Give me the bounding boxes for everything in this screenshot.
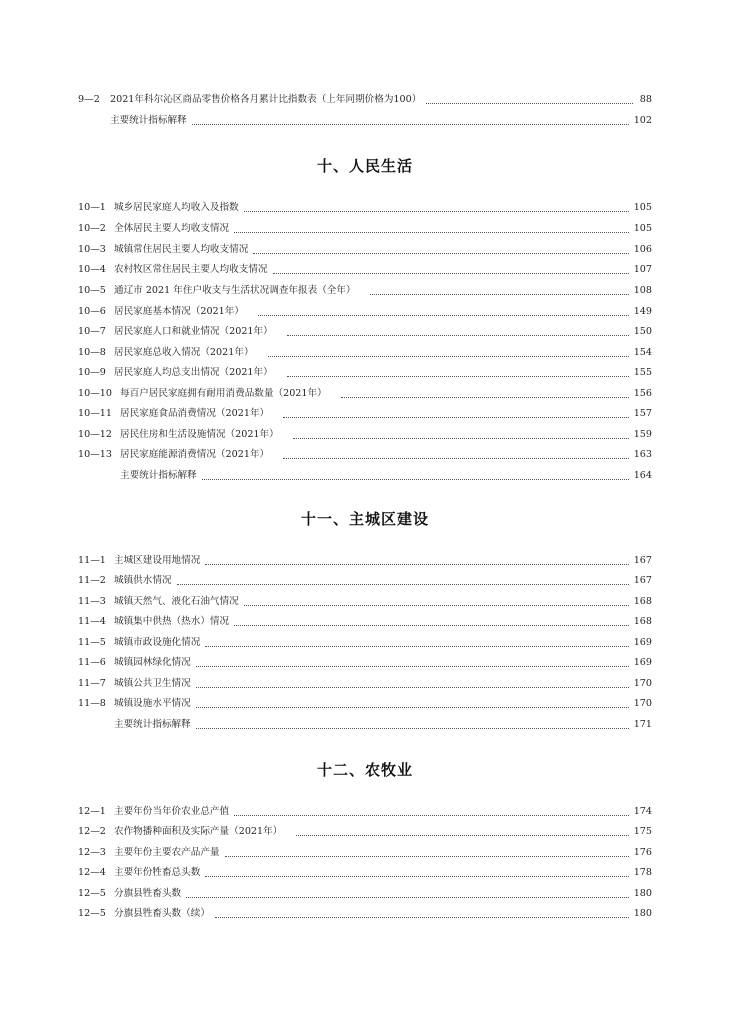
toc-entry-10-6[interactable] (78, 302, 652, 322)
entry-page: 167 (633, 575, 652, 586)
entry-page: 108 (633, 285, 652, 296)
entry-page: 155 (633, 367, 652, 378)
entry-number: 10—12 (78, 429, 113, 440)
entry-number: 12—1 (78, 806, 106, 817)
entry-title: 2021年科尔沁区商品零售价格各月累计比指数表（上年同期价格为100） (110, 94, 422, 105)
entry-number: 10—5 (78, 285, 106, 296)
entry-number: 11—5 (78, 637, 106, 648)
dot-leader (196, 665, 629, 667)
entry-title: 主要统计指标解释 (120, 470, 197, 481)
entry-number: 11—6 (78, 657, 106, 668)
toc-entry-10-8[interactable] (78, 343, 652, 363)
entry-page: 169 (633, 637, 652, 648)
entry-title: 主要统计指标解释 (110, 115, 187, 126)
toc-entry-10-1[interactable] (78, 198, 652, 218)
dot-leader (244, 210, 629, 212)
entry-number: 10—8 (78, 347, 106, 358)
entry-page: 105 (633, 202, 652, 213)
entry-number: 12—5 (78, 888, 106, 899)
toc-entry-11-5[interactable] (78, 633, 652, 653)
toc-entry-10-notes[interactable] (78, 466, 652, 486)
entry-number: 12—5 (78, 908, 106, 919)
toc-entry-12-4[interactable] (78, 863, 652, 883)
toc-entry-12-3[interactable] (78, 843, 652, 863)
dot-leader (205, 875, 628, 877)
dot-leader (287, 334, 629, 336)
entry-number: 10—1 (78, 202, 106, 213)
entry-page: 167 (633, 555, 652, 566)
toc-entry-9-2[interactable] (78, 90, 652, 110)
toc-entry-10-10[interactable] (78, 384, 652, 404)
entry-number: 10—13 (78, 449, 113, 460)
dot-leader (177, 583, 629, 585)
dot-leader (205, 645, 628, 647)
entry-title: 主要统计指标解释 (114, 719, 191, 730)
dot-leader (196, 706, 629, 708)
entry-title: 分旗县牲畜头数（续） (114, 908, 210, 919)
entry-title: 主要年份牲畜总头数 (114, 867, 201, 878)
entry-number: 10—4 (78, 264, 106, 275)
entry-title: 主要年份当年价农业总产值 (114, 806, 230, 817)
dot-leader (258, 314, 629, 316)
dot-leader (225, 855, 629, 857)
toc-entry-12-2[interactable] (78, 822, 652, 842)
entry-title: 分旗县牲畜头数 (114, 888, 182, 899)
dot-leader (234, 624, 629, 626)
entry-number: 12—2 (78, 826, 106, 837)
entry-page: 169 (633, 657, 652, 668)
entry-title: 居民住房和生活设施情况（2021年） (120, 429, 279, 440)
entry-title: 居民家庭人均总支出情况（2021年） (114, 367, 273, 378)
entry-number: 10—11 (78, 408, 113, 419)
entry-page: 102 (633, 115, 652, 126)
entry-title: 居民家庭总收入情况（2021年） (114, 347, 254, 358)
entry-title: 城镇市政设施化情况 (114, 637, 201, 648)
entry-number: 9—2 (78, 94, 100, 105)
entry-page: 107 (633, 264, 652, 275)
toc-entry-9-notes[interactable] (78, 111, 652, 131)
entry-number: 11—4 (78, 616, 106, 627)
entry-title: 主城区建设用地情况 (114, 555, 201, 566)
dot-leader (370, 293, 629, 295)
dot-leader (196, 686, 629, 688)
entry-page: 178 (633, 867, 652, 878)
toc-entry-11-4[interactable] (78, 612, 652, 632)
entry-title: 城镇供水情况 (114, 575, 172, 586)
entry-number: 10—6 (78, 306, 106, 317)
dot-leader (192, 123, 629, 125)
toc-entry-11-notes[interactable] (78, 715, 652, 735)
toc-entry-10-13[interactable] (78, 445, 652, 465)
entry-page: 180 (633, 888, 652, 899)
entry-title: 城镇天然气、液化石油气情况 (114, 596, 239, 607)
entry-page: 163 (633, 449, 652, 460)
entry-page: 157 (633, 408, 652, 419)
entry-title: 居民家庭人口和就业情况（2021年） (114, 326, 273, 337)
toc-entry-12-5-cont[interactable] (78, 904, 652, 924)
entry-page: 154 (633, 347, 652, 358)
toc-entry-10-5[interactable] (78, 281, 652, 301)
toc-entry-10-12[interactable] (78, 425, 652, 445)
section-heading-12: 十二、农牧业 (316, 761, 413, 779)
entry-number: 10—3 (78, 244, 106, 255)
toc-entry-10-3[interactable] (78, 240, 652, 260)
entry-page: 168 (633, 616, 652, 627)
entry-number: 11—7 (78, 678, 106, 689)
dot-leader (196, 727, 629, 729)
entry-number: 10—2 (78, 223, 106, 234)
section-heading-10: 十、人民生活 (316, 157, 413, 175)
entry-page: 149 (633, 306, 652, 317)
section-heading-11: 十一、主城区建设 (300, 510, 429, 528)
entry-page: 150 (633, 326, 652, 337)
dot-leader (268, 355, 629, 357)
toc-entry-10-4[interactable] (78, 260, 652, 280)
dot-leader (205, 563, 628, 565)
dot-leader (253, 252, 628, 254)
entry-page: 156 (633, 388, 652, 399)
entry-page: 170 (633, 698, 652, 709)
dot-leader (273, 272, 629, 274)
toc-entry-11-3[interactable] (78, 592, 652, 612)
entry-title: 城镇园林绿化情况 (114, 657, 191, 668)
entry-page: 88 (639, 94, 652, 105)
toc-entry-12-1[interactable] (78, 802, 652, 822)
entry-title: 通辽市 2021 年住户收支与生活状况调查年报表（全年） (114, 285, 356, 296)
entry-page: 180 (633, 908, 652, 919)
toc-entry-11-6[interactable] (78, 653, 652, 673)
toc-entry-11-1[interactable] (78, 551, 652, 571)
toc-entry-11-2[interactable] (78, 571, 652, 591)
entry-title: 城乡居民家庭人均收入及指数 (114, 202, 239, 213)
dot-leader (293, 437, 629, 439)
entry-page: 174 (633, 806, 652, 817)
entry-number: 10—9 (78, 367, 106, 378)
toc-entry-11-8[interactable] (78, 694, 652, 714)
entry-title: 农作物播种面积及实际产量（2021年） (114, 826, 283, 837)
entry-title: 居民家庭能源消费情况（2021年） (120, 449, 270, 460)
entry-page: 106 (633, 244, 652, 255)
entry-number: 11—3 (78, 596, 106, 607)
entry-number: 10—7 (78, 326, 106, 337)
entry-page: 105 (633, 223, 652, 234)
toc-entry-10-9[interactable] (78, 363, 652, 383)
dot-leader (341, 396, 629, 398)
entry-title: 农村牧区常住居民主要人均收支情况 (114, 264, 268, 275)
entry-number: 12—3 (78, 847, 106, 858)
dot-leader (283, 416, 629, 418)
dot-leader (186, 896, 629, 898)
entry-title: 每百户居民家庭拥有耐用消费品数量（2021年） (120, 388, 327, 399)
entry-page: 164 (633, 470, 652, 481)
entry-title: 城镇集中供热（热水）情况 (114, 616, 230, 627)
entry-title: 主要年份主要农产品产量 (114, 847, 220, 858)
entry-number: 12—4 (78, 867, 106, 878)
entry-page: 159 (633, 429, 652, 440)
entry-title: 全体居民主要人均收支情况 (114, 223, 230, 234)
entry-number: 11—1 (78, 555, 106, 566)
entry-title: 城镇公共卫生情况 (114, 678, 191, 689)
dot-leader (296, 834, 628, 836)
dot-leader (234, 814, 629, 816)
toc-entry-12-5[interactable] (78, 884, 652, 904)
entry-number: 11—2 (78, 575, 106, 586)
dot-leader (426, 102, 633, 104)
entry-title: 居民家庭基本情况（2021年） (114, 306, 244, 317)
entry-page: 168 (633, 596, 652, 607)
toc-entry-10-2[interactable] (78, 219, 652, 239)
entry-title: 居民家庭食品消费情况（2021年） (120, 408, 270, 419)
dot-leader (215, 916, 629, 918)
entry-title: 城镇设施水平情况 (114, 698, 191, 709)
entry-page: 171 (633, 719, 652, 730)
entry-number: 10—10 (78, 388, 113, 399)
dot-leader (234, 231, 629, 233)
dot-leader (244, 604, 629, 606)
toc-entry-11-7[interactable] (78, 674, 652, 694)
entry-title: 城镇常住居民主要人均收支情况 (114, 244, 249, 255)
toc-entry-10-11[interactable] (78, 404, 652, 424)
dot-leader (283, 457, 629, 459)
entry-page: 176 (633, 847, 652, 858)
toc-entry-10-7[interactable] (78, 322, 652, 342)
entry-number: 11—8 (78, 698, 106, 709)
dot-leader (287, 375, 629, 377)
entry-page: 175 (633, 826, 652, 837)
dot-leader (202, 478, 629, 480)
entry-page: 170 (633, 678, 652, 689)
